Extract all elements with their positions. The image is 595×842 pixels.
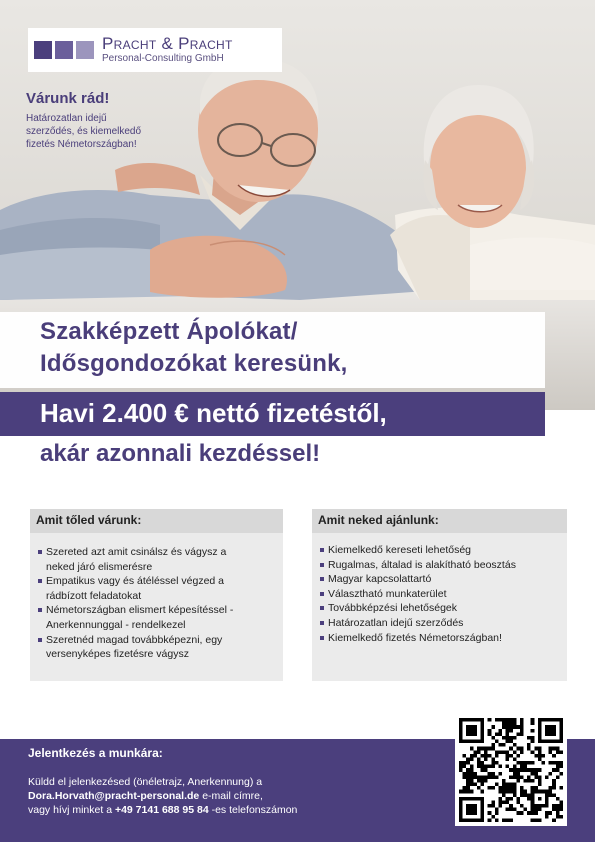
- logo-squares-icon: [34, 41, 94, 59]
- list-item: Kiemelkedő fizetés Németországban!: [320, 631, 561, 646]
- logo-square: [55, 41, 73, 59]
- headline-box: [0, 312, 545, 388]
- list-item: Határozatlan idejű szerződés: [320, 616, 561, 631]
- salary-banner: [0, 392, 545, 436]
- email-suffix: e-mail címre,: [199, 790, 263, 802]
- footer-title: Jelentkezés a munkára:: [28, 746, 163, 760]
- list-item: Németországban elismert képesítéssel -: [38, 603, 277, 618]
- list-item: Magyar kapcsolattartó: [320, 572, 561, 587]
- welcome-line: szerződés, és kiemelkedő: [26, 126, 142, 137]
- contact-phone[interactable]: +49 7141 688 95 84: [114, 804, 209, 816]
- headline-line-1: Szakképzett Ápolókat/: [40, 318, 298, 345]
- logo-square: [76, 41, 94, 59]
- salary-text: Havi 2.400 € nettó fizetéstől,: [40, 398, 387, 428]
- list-item: Kiemelkedő kereseti lehetőség: [320, 543, 561, 558]
- welcome-text: [26, 112, 186, 151]
- welcome-line: Határozatlan idejű: [26, 113, 107, 124]
- contact-email-link[interactable]: Dora.Horvath@pracht-personal.de: [28, 790, 200, 802]
- start-text: akár azonnali kezdéssel!: [40, 440, 321, 467]
- offers-title: Amit neked ajánlunk:: [312, 509, 567, 533]
- list-item: Továbbképzési lehetőségek: [320, 601, 561, 616]
- offers-box: [312, 509, 567, 681]
- phone-suffix: -es telefonszámon: [208, 804, 298, 816]
- qr-code-icon: [459, 718, 563, 822]
- requirements-title: Amit tőled várunk:: [30, 509, 283, 533]
- welcome-heading: Várunk rád!: [26, 90, 110, 107]
- headline-line-2: Idősgondozókat keresünk,: [40, 350, 348, 377]
- list-item: Szeretnéd magad továbbképezni, egy: [38, 633, 277, 648]
- company-logo: [28, 28, 282, 72]
- offers-list: [312, 533, 567, 645]
- list-item-continuation: versenyképes fizetésre vágysz: [46, 648, 189, 661]
- logo-square: [34, 41, 52, 59]
- list-item: Választható munkaterület: [320, 587, 561, 602]
- list-item-continuation: Anerkennunggal - rendelkezel: [46, 618, 186, 631]
- welcome-line: fizetés Németországban!: [26, 139, 137, 150]
- list-item-continuation: neked járó elismerésre: [46, 560, 153, 573]
- welcome-block: [26, 90, 186, 151]
- list-item-continuation: rádbízott feladatokat: [46, 589, 142, 602]
- list-item: Empatikus vagy és átéléssel végzed a: [38, 574, 277, 589]
- requirements-box: [30, 509, 283, 681]
- requirements-list: [30, 533, 283, 662]
- list-item: Szereted azt amit csinálsz és vágysz a: [38, 545, 277, 560]
- phone-prefix: vagy hívj minket a: [28, 804, 115, 816]
- qr-code[interactable]: [455, 714, 567, 826]
- company-name: Pracht & Pracht: [102, 34, 233, 53]
- company-subtitle: Personal-Consulting GmbH: [102, 53, 224, 64]
- list-item: Rugalmas, általad is alakítható beosztás: [320, 558, 561, 573]
- footer-line-1: Küldd el jelenkezésed (önéletrajz, Anerkennung) a: [28, 776, 263, 788]
